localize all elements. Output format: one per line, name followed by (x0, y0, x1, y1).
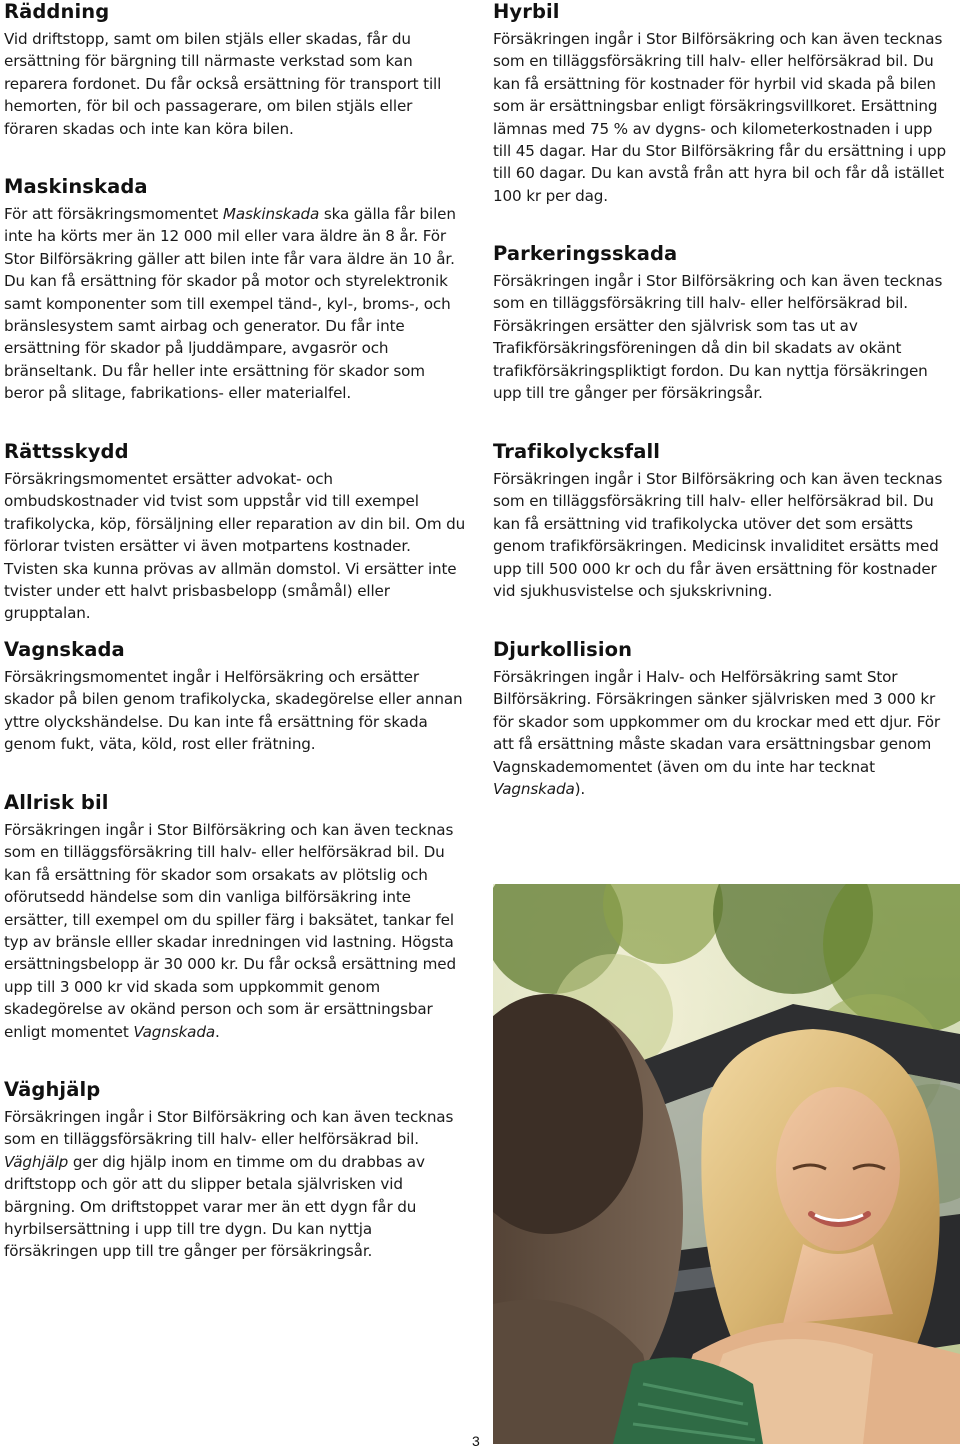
text-run: Vid driftstopp, samt om bilen stjäls eller skadas, får du ersättning för bärgning till närmaste verkstad som kan reparera fordonet. Du får också ersättning för transport till hemorten, för bil och passagerare, om bilen stjäls eller föraren skadas och inte kan köra bilen. (4, 30, 442, 138)
page-number: 3 (472, 1433, 480, 1449)
section-body (493, 468, 953, 602)
section-title: Maskinskada (4, 175, 148, 198)
section-title: Parkeringsskada (493, 242, 678, 265)
text-run: . (214, 1022, 220, 1041)
section-body (4, 28, 466, 140)
text-run: Försäkringen ingår i Stor Bilförsäkring och kan även tecknas som en tilläggsförsäkring till halv- eller helförsäkrad bil. Försäkringen ersätter den självrisk som tas ut av Trafikförsäkringsföreningen då din bil skadats av okänt trafikförsäkringspliktigt fordon. Du kan nyttja försäkringen upp till tre gånger per försäkringsår. (493, 272, 943, 403)
text-run: Försäkringen ingår i Stor Bilförsäkring och kan även tecknas som en tilläggsförsäkring till halv- eller helförsäkrad bil. (4, 1108, 454, 1149)
section-body (4, 203, 466, 405)
section-raddning (4, 0, 466, 140)
section-body (4, 819, 466, 1043)
text-run: Försäkringen ingår i Stor Bilförsäkring och kan även tecknas som en tilläggsförsäkring till halv- eller helförsäkrad bil. Du kan få ersättning för skador som orsakats av plötslig och oförutsedd händelse som din vanliga bilförsäkring inte ersätter, till exempel om du spiller färg i baksätet, tankar fel typ av bränsle elller skadar inredningen vid lastning. Högsta ersättningsbelopp är 30 000 kr. Du får också ersättning med upp till 3 000 kr vid skada som uppkommit genom skadegörelse av okänd person och som är ersättningsbar enligt momentet (4, 821, 456, 1041)
section-body (4, 666, 466, 756)
section-title: Allrisk bil (4, 791, 109, 814)
section-body (493, 28, 953, 207)
section-vagnskada (4, 638, 466, 756)
section-djurkollision (493, 638, 953, 800)
text-run: Försäkringsmomentet ingår i Helförsäkring och ersätter skador på bilen genom trafikolycka, skadegörelse eller annan yttre olyckshändelse. Du kan inte få ersättning för skada genom fukt, väta, köld, rost eller frätning. (4, 668, 463, 754)
section-title: Räddning (4, 0, 110, 23)
text-run: Försäkringen ingår i Halv- och Helförsäkring samt Stor Bilförsäkring. Försäkringen sänker självrisken med 3 000 kr för skador som uppkommer om du krockar med ett djur. För att få ersättning måste skadan vara ersättningsbar genom Vagnskademomentet (även om du inte har tecknat (493, 668, 941, 776)
section-title: Väghjälp (4, 1078, 101, 1101)
text-run: ger dig hjälp inom en timme om du drabbas av driftstopp och gör att du slipper betala självrisken vid bärgning. Om driftstoppet varar mer än ett dygn får du hyrbilsersättning i upp till tre dygn. Du kan nyttja försäkringen upp till tre gånger per försäkringsår. (4, 1152, 425, 1261)
italic-term: Väghjälp (4, 1152, 69, 1171)
section-title: Vagnskada (4, 638, 125, 661)
section-vaghjalp (4, 1078, 466, 1263)
section-body (493, 270, 953, 404)
text-run: ). (574, 780, 586, 799)
section-title: Rättsskydd (4, 440, 129, 463)
section-parkeringsskada (493, 242, 953, 404)
section-title: Trafikolycksfall (493, 440, 661, 463)
section-body (4, 468, 466, 625)
text-run: Försäkringen ingår i Stor Bilförsäkring och kan även tecknas som en tilläggsförsäkring till halv- eller helförsäkrad bil. Du kan få ersättning vid trafikolycka utöver det som ersätts genom trafikförsäkringen. Medicinsk invaliditet ersätts med upp till 500 000 kr och du får även ersättning för kostnader vid sjukhusvistelse och sjukskrivning. (493, 470, 943, 601)
section-title: Djurkollision (493, 638, 633, 661)
section-body (4, 1106, 466, 1263)
text-run: Försäkringen ingår i Stor Bilförsäkring och kan även tecknas som en tilläggsförsäkring till halv- eller helförsäkrad bil. Du kan få ersättning för kostnader för hyrbil vid skada på bilen som är ersättningsbar enligt försäkringsvillkoret. Ersättning lämnas med 75 % av dygns- och kilometerkostnaden i upp till 45 dagar. Har du Stor Bilförsäkring får du ersättning i upp till 60 dagar. Du kan avstå från att hyra bil och får då istället 100 kr per dag. (493, 30, 946, 205)
section-allrisk-bil (4, 791, 466, 1043)
section-trafikolycksfall (493, 440, 953, 602)
section-title: Hyrbil (493, 0, 560, 23)
section-rattsskydd (4, 440, 466, 625)
section-hyrbil (493, 0, 953, 207)
text-run: ska gälla får bilen inte ha körts mer än 12 000 mil eller vara äldre än 8 år. För Stor Bilförsäkring gäller att bilen inte får vara äldre än 10 år. Du kan få ersättning för skador på motor och styrelektronik samt komponenter som till exempel tänd-, kyl-, broms-, och bränslesystem samt airbag och generator. Du får inte ersättning för skador på ljuddämpare, avgasrör och bränseltank. Du får heller inte ersättning för skador som beror på slitage, fabrikations- eller materialfel. (4, 205, 456, 403)
italic-term: Vagnskada (133, 1022, 215, 1041)
section-maskinskada (4, 175, 466, 405)
italic-term: Vagnskada (493, 780, 575, 799)
section-body (493, 666, 953, 800)
text-run: För att försäkringsmomentet (4, 205, 223, 223)
photo-couple-in-convertible (493, 884, 960, 1444)
italic-term: Maskinskada (222, 205, 320, 223)
text-run: Försäkringsmomentet ersätter advokat- och ombudskostnader vid tvist som uppstår vid till exempel trafikolycka, köp, försäljning eller reparation av din bil. Om du förlorar tvisten ersätter vi även motpartens kostnader. Tvisten ska kunna prövas av allmän domstol. Vi ersätter inte tvister under ett halvt prisbasbelopp (småmål) eller grupptalan. (4, 470, 466, 623)
